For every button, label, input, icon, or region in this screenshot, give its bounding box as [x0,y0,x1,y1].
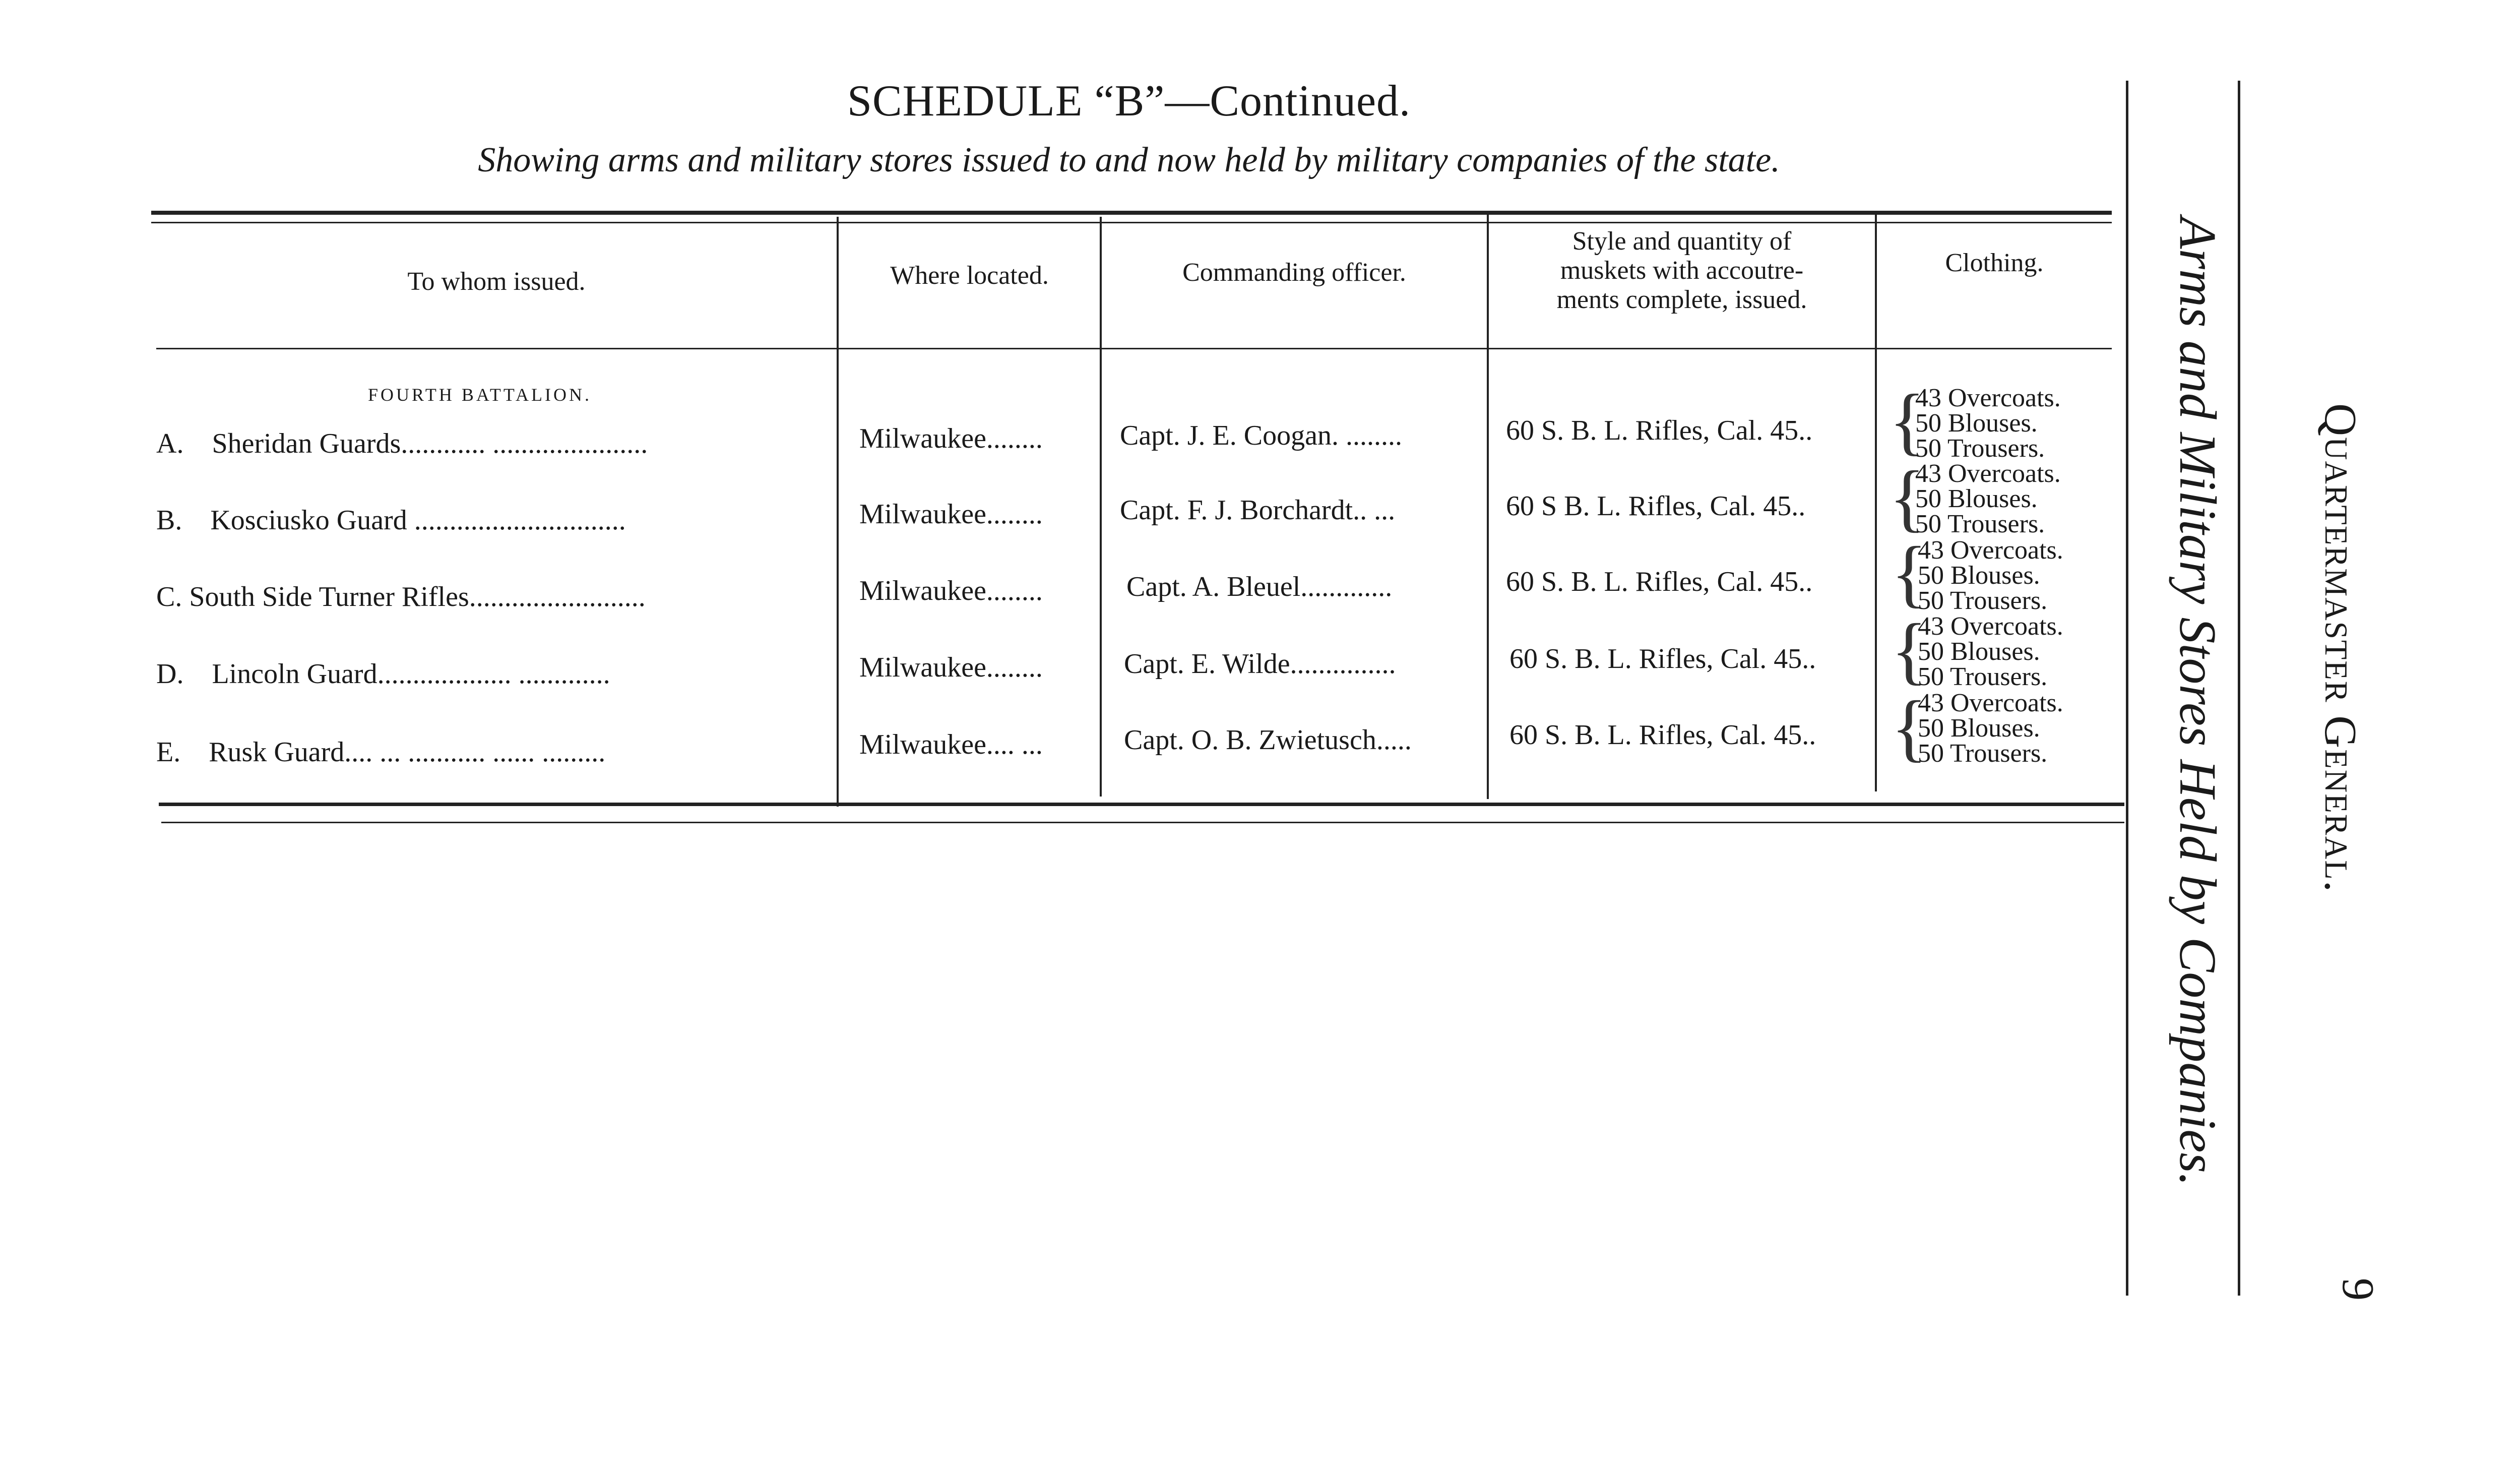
section-heading: FOURTH BATTALION. [368,385,592,405]
row-c-location: Milwaukee........ [859,575,1043,606]
row-c-clothing [1918,538,2063,614]
running-head: Quartermaster General. [2315,403,2365,893]
header-muskets-line-1: Style and quantity of [1572,227,1792,256]
row-d-muskets: 60 S. B. L. Rifles, Cal. 45.. [1509,643,1816,675]
page-subtitle: Showing arms and military stores issued to and now held by military companies of the state. [478,141,1780,179]
header-commanding-officer: Commanding officer. [1182,258,1406,287]
row-a-location: Milwaukee........ [859,423,1043,454]
row-a-officer: Capt. J. E. Coogan. ........ [1120,420,1402,451]
row-b-brace: { [1889,456,1925,539]
side-title: Arms and Military Stores Held by Companies. [2169,217,2227,1186]
top-rule-thin [151,222,2112,223]
row-b-muskets: 60 S B. L. Rifles, Cal. 45.. [1506,491,1806,522]
row-d-clothing-2: 50 Blouses. [1918,637,2040,666]
row-c-clothing-1: 43 Overcoats. [1918,536,2063,565]
row-c-brace: { [1891,531,1927,615]
row-a-clothing-2: 50 Blouses. [1915,409,2038,438]
row-a-muskets: 60 S. B. L. Rifles, Cal. 45.. [1506,415,1813,446]
row-d-location: Milwaukee........ [859,652,1043,683]
row-d-clothing-3: 50 Trousers. [1918,662,2048,691]
row-e-muskets: 60 S. B. L. Rifles, Cal. 45.. [1509,719,1816,751]
row-b-clothing-3: 50 Trousers. [1915,510,2045,538]
row-c-name: C. South Side Turner Rifles......................... [156,581,646,613]
row-b-name: B. Kosciusko Guard .............................. [156,505,626,536]
page-title: SCHEDULE “B”—Continued. [847,77,1411,126]
row-e-clothing-1: 43 Overcoats. [1918,689,2063,717]
row-a-clothing [1915,386,2061,461]
row-e-brace: { [1891,686,1927,769]
header-rule [156,348,2112,349]
bottom-rule-thick [159,803,2124,806]
bottom-rule-thin [161,822,2124,823]
header-where-located: Where located. [890,261,1049,290]
col-rule-1 [837,217,839,807]
row-e-clothing [1918,691,2063,766]
page-number: 9 [2333,1278,2383,1301]
row-e-officer: Capt. O. B. Zwietusch..... [1124,724,1412,756]
row-e-clothing-3: 50 Trousers. [1918,739,2048,768]
row-b-officer: Capt. F. J. Borchardt.. ... [1120,495,1396,526]
header-muskets-line-2: muskets with accoutre- [1560,256,1804,285]
row-e-name: E. Rusk Guard.... ... ........... ...... ......... [156,737,606,768]
row-a-clothing-1: 43 Overcoats. [1915,384,2061,412]
row-b-clothing [1915,461,2061,537]
row-d-brace: { [1891,608,1927,692]
side-rule-left [2126,81,2128,1296]
row-c-clothing-2: 50 Blouses. [1918,561,2040,590]
col-rule-4 [1875,212,1877,791]
row-d-clothing-1: 43 Overcoats. [1918,612,2063,641]
row-b-clothing-1: 43 Overcoats. [1915,459,2061,488]
row-e-location: Milwaukee.... ... [859,729,1043,760]
side-rule-right [2238,81,2240,1296]
header-clothing: Clothing. [1945,249,2044,277]
col-rule-2 [1100,217,1102,797]
row-d-clothing [1918,614,2063,690]
header-muskets-line-3: ments complete, issued. [1556,285,1807,314]
row-a-brace: { [1889,379,1925,463]
row-c-officer: Capt. A. Bleuel............. [1126,571,1393,602]
row-d-officer: Capt. E. Wilde............... [1124,648,1396,680]
row-b-clothing-2: 50 Blouses. [1915,484,2038,513]
row-a-clothing-3: 50 Trousers. [1915,434,2045,463]
header-muskets [1489,227,1875,315]
row-c-muskets: 60 S. B. L. Rifles, Cal. 45.. [1506,566,1813,597]
row-a-name: A. Sheridan Guards............ ...................... [156,428,648,459]
row-d-name: D. Lincoln Guard................... ............. [156,658,610,690]
row-e-clothing-2: 50 Blouses. [1918,714,2040,743]
row-b-location: Milwaukee........ [859,499,1043,530]
header-to-whom-issued: To whom issued. [407,267,586,296]
top-rule-thick [151,211,2112,215]
row-c-clothing-3: 50 Trousers. [1918,586,2048,615]
